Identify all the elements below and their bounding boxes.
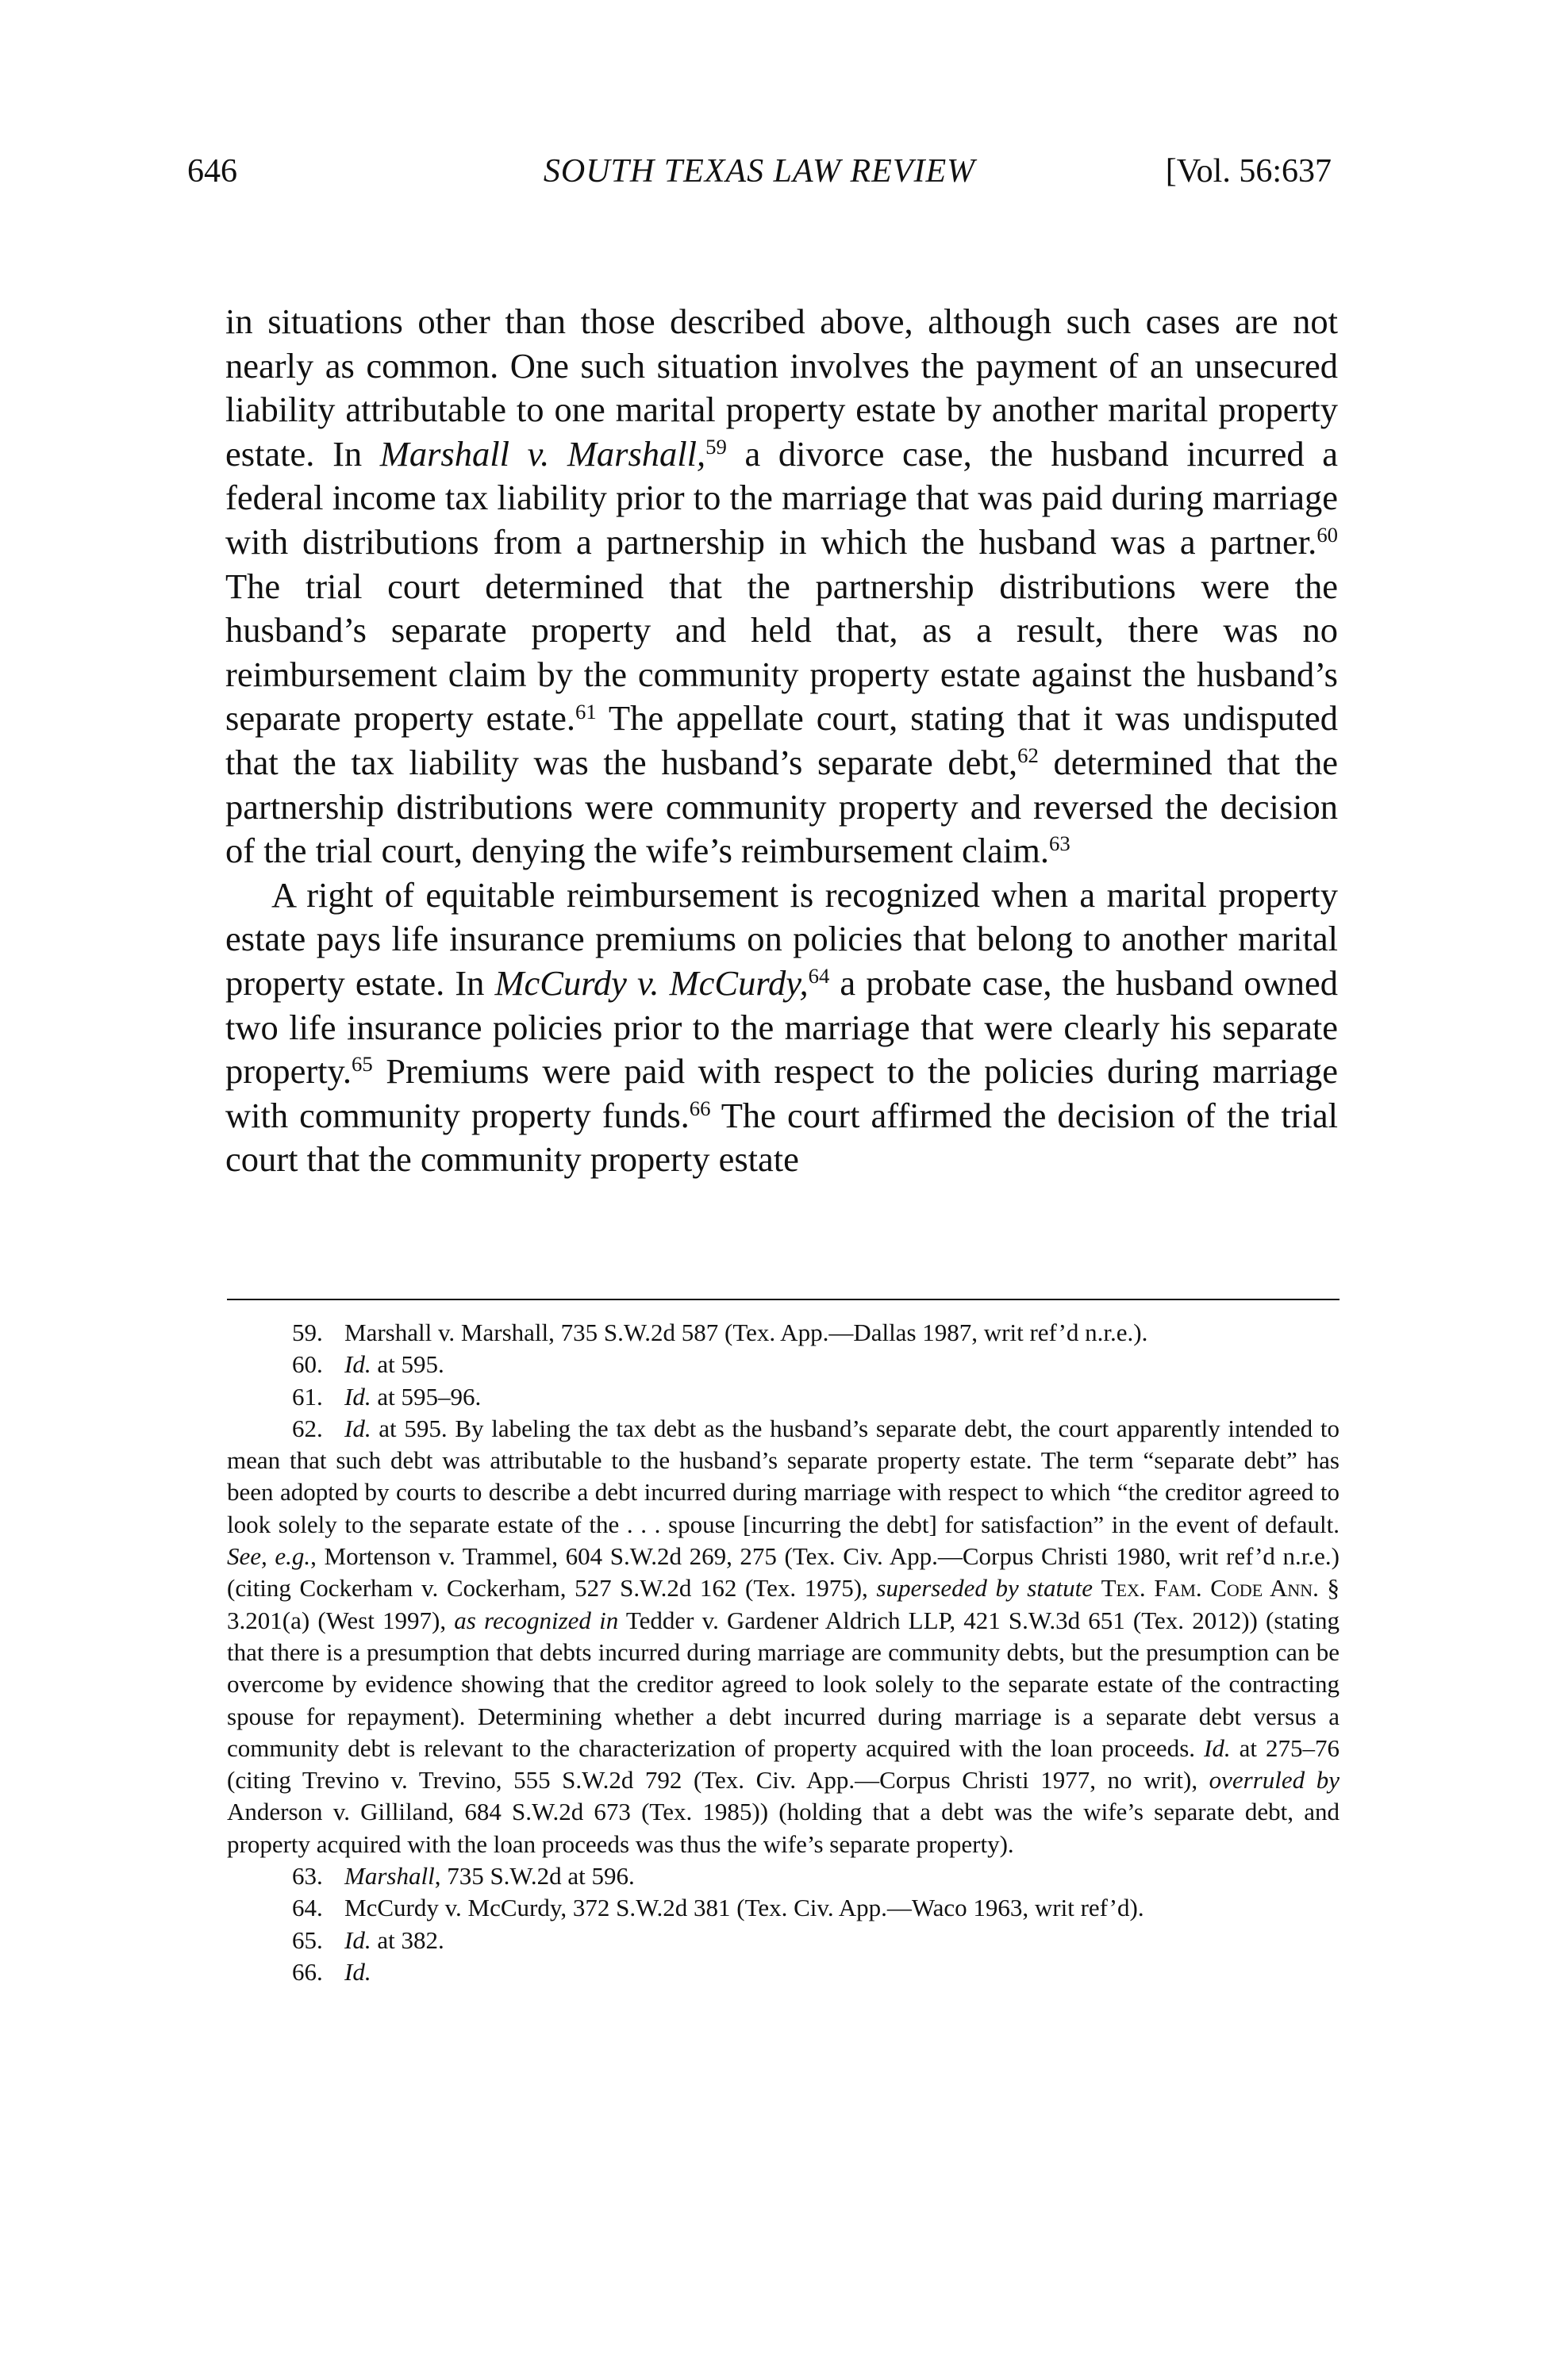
footnote-text: at 382. bbox=[371, 1925, 444, 1954]
main-text bbox=[225, 300, 1338, 1182]
citation-signal: superseded by statute bbox=[876, 1574, 1093, 1603]
volume-citation: [Vol. 56:637 bbox=[1165, 153, 1332, 190]
text-run: Premiums were paid with respect to the policies during marriage with community property funds. bbox=[225, 1051, 1338, 1135]
text-run: The trial court determined that the partnership distributions were the husband’s separate property and held that, as a result, there was no reimbursement claim by the community property estate against the husband’s separate property estate. bbox=[225, 566, 1338, 739]
footnote-text: Anderson v. Gilliland, 684 S.W.2d 673 (Tex. 1985)) (holding that a debt was the wife’s separate debt, and property acquired with the loan proceeds was thus the wife’s separate property). bbox=[227, 1798, 1340, 1858]
id-signal: Id. bbox=[344, 1925, 371, 1954]
footnote-63 bbox=[227, 1860, 1340, 1892]
id-signal: Id. bbox=[1204, 1733, 1231, 1762]
footnote-number: 63. bbox=[292, 1862, 323, 1891]
footnote-number: 59. bbox=[292, 1319, 323, 1346]
case-name: Marshall bbox=[344, 1862, 435, 1891]
footnote-ref: 65 bbox=[352, 1052, 373, 1077]
footnotes bbox=[227, 1317, 1340, 1988]
paragraph-marshall bbox=[225, 300, 1338, 873]
id-signal: Id. bbox=[344, 1382, 371, 1411]
footnote-ref: 64 bbox=[808, 964, 830, 988]
footnote-number: 60. bbox=[292, 1350, 323, 1379]
footnote-ref: 66 bbox=[689, 1096, 711, 1121]
footnote-number: 66. bbox=[292, 1957, 323, 1986]
citation-signal: overruled by bbox=[1209, 1766, 1340, 1795]
paragraph-mccurdy bbox=[225, 873, 1338, 1182]
footnote-divider bbox=[227, 1299, 1340, 1300]
footnote-text: § 3.201(a) (West 1997), bbox=[227, 1574, 1340, 1634]
footnote-text: Tedder v. Gardener Aldrich LLP, 421 S.W.3d 651 (Tex. 2012)) (stating that there is a presumption that debts incurred during marriage are community debts, but the presumption can be overcome by evidence showing that the creditor agreed to look solely to the separate estate of the contracting spouse for repayment). Determining whether a debt incurred during marriage is a separate debt versus a community debt is relevant to the characterization of property acquired with the loan proceeds. bbox=[227, 1606, 1340, 1762]
footnote-number: 62. bbox=[292, 1414, 323, 1442]
footnote-ref: 60 bbox=[1316, 523, 1338, 547]
citation-signal: See, e.g. bbox=[227, 1542, 311, 1571]
footnote-number: 61. bbox=[292, 1382, 323, 1411]
footnote-text: , 735 S.W.2d at 596. bbox=[434, 1862, 635, 1891]
footnote-ref: 62 bbox=[1017, 743, 1039, 768]
footnote-61 bbox=[227, 1381, 1340, 1413]
footnote-text: , Mortenson v. Trammel, 604 S.W.2d 269, 275 (Tex. Civ. App.—Corpus Christi 1980, writ ref’d n.r.e.) (citing Cockerham v. Cockerham, 527 S.W.2d 162 (Tex. 1975), bbox=[227, 1542, 1340, 1603]
footnote-66 bbox=[227, 1956, 1340, 1988]
footnote-text: at 595. By labeling the tax debt as the husband’s separate debt, the court apparently intended to mean that such debt was attributable to the husband’s separate property estate. The term “separate debt” has been adopted by courts to describe a debt incurred during marriage with respect to which “the creditor agreed to look solely to the separate estate of the . . . spouse [incurring the debt] for satisfaction” in the event of default. bbox=[227, 1414, 1340, 1538]
footnote-text: McCurdy v. McCurdy, 372 S.W.2d 381 (Tex. Civ. App.—Waco 1963, writ ref’d). bbox=[344, 1894, 1144, 1922]
footnote-number: 64. bbox=[292, 1894, 323, 1922]
footnote-65 bbox=[227, 1925, 1340, 1956]
footnote-text: at 275–76 (citing Trevino v. Trevino, 555 S.W.2d 792 (Tex. Civ. App.—Corpus Christi 1977, no writ), bbox=[227, 1733, 1340, 1795]
text-run: a probate case, the husband owned two life insurance policies prior to the marriage that were clearly his separate property. bbox=[225, 962, 1338, 1092]
footnote-text: Marshall v. Marshall, 735 S.W.2d 587 (Tex. App.—Dallas 1987, writ ref’d n.r.e.). bbox=[344, 1319, 1148, 1346]
footnote-text bbox=[1093, 1574, 1101, 1602]
text-run: determined that the partnership distributions were community property and reversed the decision of the trial court, denying the wife’s reimbursement claim. bbox=[225, 742, 1338, 871]
id-signal: Id. bbox=[344, 1414, 371, 1442]
journal-title: SOUTH TEXAS LAW REVIEW bbox=[543, 153, 976, 190]
page-number: 646 bbox=[187, 153, 237, 190]
text-run: The appellate court, stating that it was undisputed that the tax liability was the husband’s separate debt, bbox=[225, 698, 1338, 782]
citation-signal: as recognized in bbox=[454, 1606, 619, 1634]
text-run: a divorce case, the husband incurred a federal income tax liability prior to the marriage that was paid during marriage with distributions from a partnership in which the husband was a partner. bbox=[225, 433, 1338, 562]
statute-name: Tex. Fam. Code Ann. bbox=[1101, 1574, 1319, 1603]
footnote-text: at 595. bbox=[371, 1350, 444, 1379]
footnote-text: at 595–96. bbox=[371, 1382, 482, 1411]
case-name: Marshall v. Marshall, bbox=[379, 433, 706, 474]
footnote-59 bbox=[227, 1317, 1340, 1349]
footnote-64 bbox=[227, 1892, 1340, 1924]
id-signal: Id. bbox=[344, 1957, 371, 1986]
footnote-ref: 61 bbox=[575, 699, 597, 724]
text-run: A right of equitable reimbursement is recognized when a marital property estate pays life insurance premiums on policies that belong to another marital property estate. In bbox=[225, 874, 1338, 1003]
text-run: The court affirmed the decision of the trial court that the community property estate bbox=[225, 1095, 1338, 1180]
footnote-62 bbox=[227, 1413, 1340, 1860]
footnote-60 bbox=[227, 1349, 1340, 1380]
text-run: in situations other than those described above, although such cases are not nearly as common. One such situation involves the payment of an unsecured liability attributable to one marital property estate by another marital property estate. In bbox=[225, 301, 1338, 474]
id-signal: Id. bbox=[344, 1350, 371, 1379]
footnote-number: 65. bbox=[292, 1925, 323, 1954]
case-name: McCurdy v. McCurdy, bbox=[494, 962, 809, 1003]
footnote-ref: 63 bbox=[1049, 831, 1070, 856]
footnote-ref: 59 bbox=[705, 435, 727, 459]
running-header bbox=[187, 148, 1332, 195]
